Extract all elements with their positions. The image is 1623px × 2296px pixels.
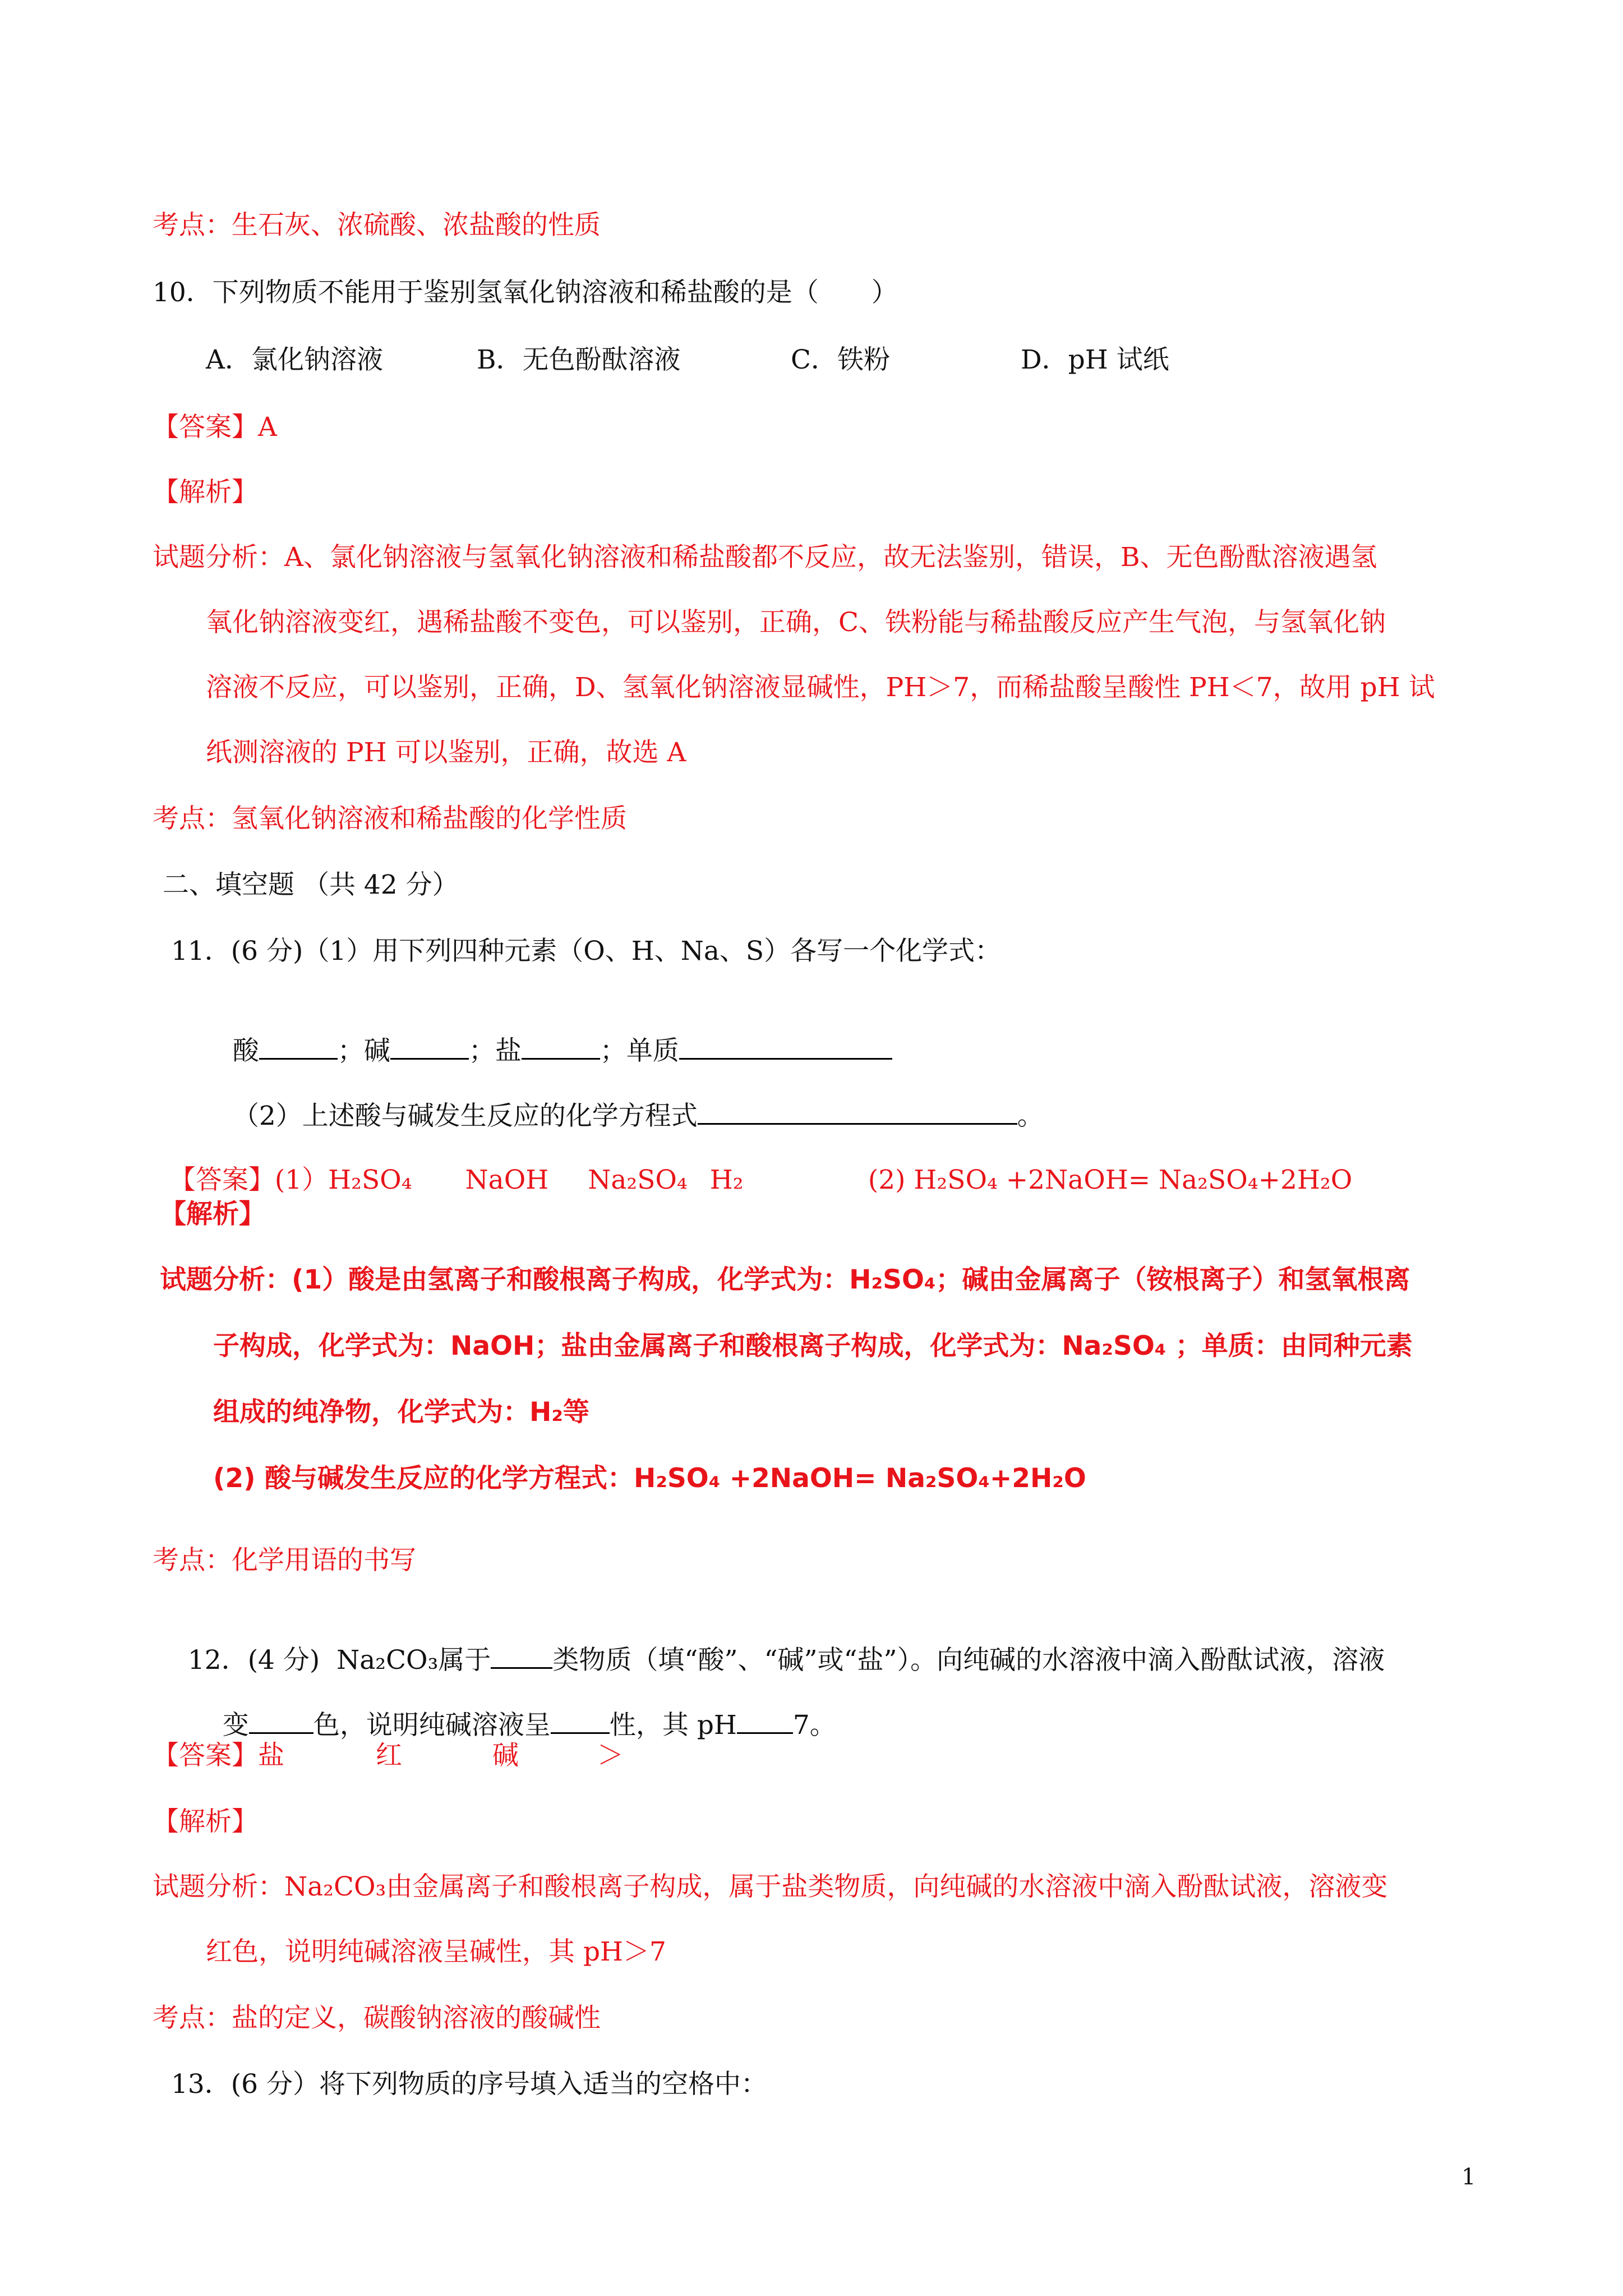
- q11-equation-line: [216, 1065, 1044, 1133]
- equation-blank[interactable]: [698, 1098, 1017, 1125]
- q11-fill-line: [216, 1000, 892, 1068]
- q13-stem: 13．(6 分）将下列物质的序号填入适当的空格中：: [171, 2069, 767, 2100]
- q12-answer-1: 【答案】盐: [153, 1740, 284, 1771]
- answer-label: 【答案】: [169, 1165, 275, 1195]
- q12-blank-type[interactable]: [491, 1642, 552, 1669]
- q12-answer-2: 红: [376, 1740, 402, 1771]
- q10-stem: 10．下列物质不能用于鉴别氢氧化钠溶液和稀盐酸的是（ ）: [153, 277, 898, 308]
- q11-stem: 11．(6 分)（1）用下列四种元素（O、H、Na、S）各写一个化学式：: [171, 936, 1002, 967]
- q10-analysis-line: 纸测溶液的 PH 可以鉴别，正确，故选 A: [206, 737, 686, 768]
- answer-base: NaOH: [465, 1165, 549, 1195]
- q10-analysis-line: 氧化钠溶液变红，遇稀盐酸不变色，可以鉴别，正确，C、铁粉能与稀盐酸反应产生气泡，与氢氧化钠: [206, 607, 1386, 638]
- equation-period: 。: [1017, 1101, 1044, 1131]
- q11-jiexi: 【解析】: [160, 1199, 265, 1230]
- q12-line2: [206, 1674, 836, 1742]
- answer-part2-label: (2): [868, 1165, 906, 1195]
- q12-answer-3: 碱: [492, 1740, 519, 1771]
- q12-stem-e: 性，其 pH: [609, 1710, 737, 1741]
- q11-answer: [153, 1130, 744, 1197]
- q10-option-b: B．无色酚酞溶液: [477, 344, 681, 375]
- q12-line1: [171, 1609, 1385, 1677]
- q12-blank-nature[interactable]: [551, 1708, 610, 1734]
- q10-analysis-line: 试题分析：A、氯化钠溶液与氢氧化钠溶液和稀盐酸都不反应，故无法鉴别，错误，B、无色酚酞溶液遇氢: [153, 542, 1377, 573]
- q12-kaodian: 考点：盐的定义，碳酸钠溶液的酸碱性: [153, 2003, 601, 2033]
- answer-part1: (1）: [274, 1165, 329, 1195]
- q11-analysis-line: 子构成，化学式为：NaOH；盐由金属离子和酸根离子构成，化学式为：Na₂SO₄ ；单质：由同种元素: [213, 1331, 1413, 1361]
- q10-kaodian: 考点：氢氧化钠溶液和稀盐酸的化学性质: [153, 803, 627, 834]
- q12-stem-c: 变: [222, 1710, 249, 1741]
- q11-analysis-line: 组成的纯净物，化学式为：H₂等: [213, 1397, 589, 1428]
- q12-stem-b: 类物质（填“酸”、“碱”或“盐”）。向纯碱的水溶液中滴入酚酞试液，溶液: [552, 1645, 1385, 1676]
- q11-analysis-line: 试题分析：(1）酸是由氢离子和酸根离子构成，化学式为：H₂SO₄；碱由金属离子（铵根离子）和氢氧根离: [160, 1264, 1410, 1295]
- acid-label: 酸: [232, 1036, 259, 1066]
- salt-label: ；盐: [468, 1036, 522, 1066]
- q12-blank-color[interactable]: [249, 1708, 313, 1734]
- q11-kaodian: 考点：化学用语的书写: [153, 1545, 416, 1576]
- q10-option-c: C．铁粉: [791, 344, 890, 375]
- base-label: ；碱: [337, 1036, 390, 1066]
- equation-prompt: （2）上述酸与碱发生反应的化学方程式: [232, 1101, 698, 1131]
- q12-analysis-line: 红色，说明纯碱溶液呈碱性，其 pH＞7: [206, 1936, 666, 1967]
- acid-blank[interactable]: [259, 1033, 338, 1060]
- answer-acid: H₂SO₄: [328, 1165, 412, 1195]
- q11-answer-part2: [851, 1130, 1352, 1197]
- q12-stem-a: 12．(4 分) Na₂CO₃属于: [187, 1645, 491, 1676]
- page-number: 1: [1461, 2164, 1476, 2190]
- q10-option-d: D．pH 试纸: [1021, 344, 1169, 375]
- q12-stem-f: 7。: [792, 1710, 836, 1741]
- answer-element: H₂: [709, 1165, 744, 1195]
- salt-blank[interactable]: [522, 1033, 600, 1060]
- q11-analysis-line: (2) 酸与碱发生反应的化学方程式：H₂SO₄ +2NaOH= Na₂SO₄+2H₂O: [213, 1463, 1086, 1494]
- base-blank[interactable]: [390, 1033, 469, 1060]
- q12-stem-d: 色，说明纯碱溶液呈: [313, 1710, 551, 1741]
- section-heading: 二、填空题 （共 42 分）: [163, 869, 459, 900]
- answer-salt: Na₂SO₄: [588, 1165, 688, 1195]
- q10-answer: 【答案】A: [153, 412, 277, 443]
- q12-answer-4: ＞: [597, 1740, 624, 1771]
- element-blank[interactable]: [679, 1033, 892, 1060]
- kaodian-1: 考点：生石灰、浓硫酸、浓盐酸的性质: [153, 210, 601, 241]
- answer-equation: H₂SO₄ +2NaOH= Na₂SO₄+2H₂O: [914, 1165, 1353, 1195]
- q10-option-a: A．氯化钠溶液: [206, 344, 383, 375]
- q10-analysis-line: 溶液不反应，可以鉴别，正确，D、氢氧化钠溶液显碱性，PH＞7，而稀盐酸呈酸性 PH＜7，故用 pH 试: [206, 672, 1435, 703]
- q10-jiexi: 【解析】: [153, 477, 258, 508]
- q12-jiexi: 【解析】: [153, 1806, 258, 1837]
- q12-analysis-line: 试题分析：Na₂CO₃由金属离子和酸根离子构成，属于盐类物质，向纯碱的水溶液中滴入酚酞试液，溶液变: [153, 1871, 1388, 1902]
- element-label: ；单质: [600, 1036, 679, 1066]
- q12-blank-ph[interactable]: [737, 1708, 793, 1734]
